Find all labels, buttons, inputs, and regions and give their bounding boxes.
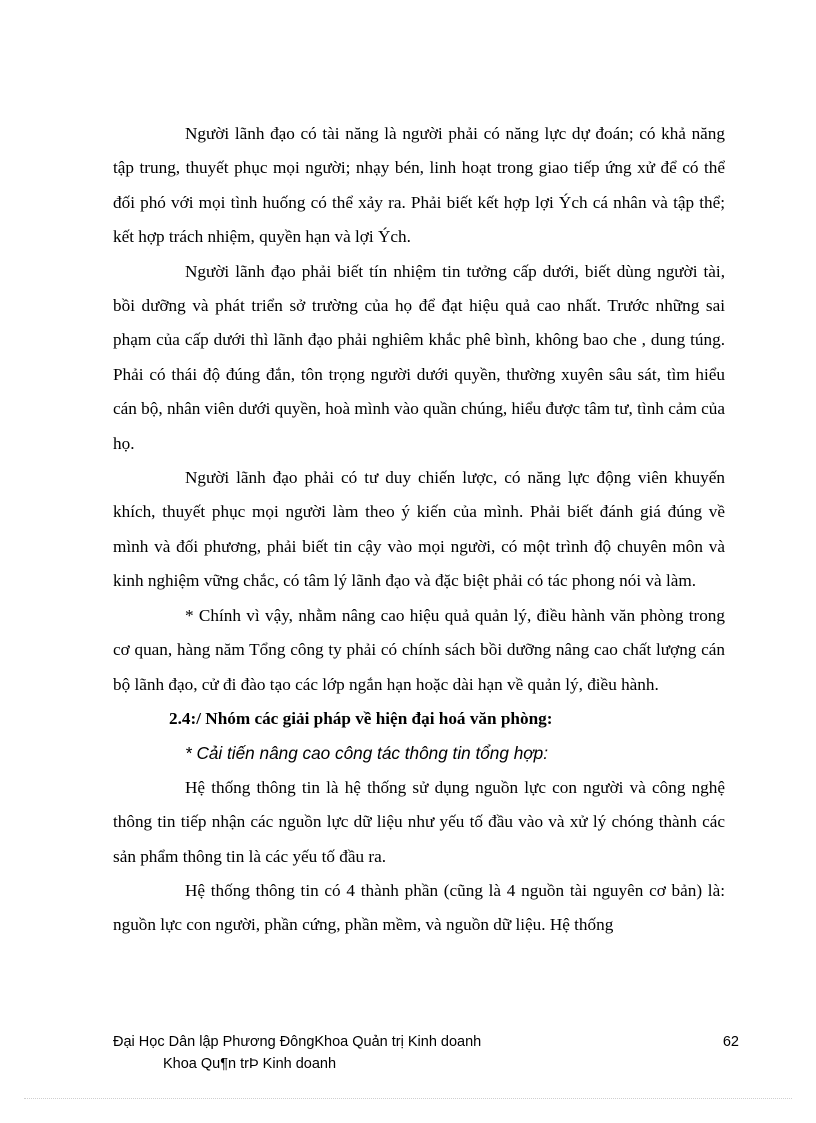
paragraph-info-system: Hệ thống thông tin là hệ thống sử dụng nguồn lực con người và công nghệ thông tin tiếp nhận các nguồn lực dữ liệu như yếu tố đầu vào và xử lý chóng thành các sản phẩm thông tin là các yếu tố đầu ra. bbox=[113, 777, 725, 866]
paragraph-leader-trust: Người lãnh đạo phải biết tín nhiệm tin tưởng cấp dưới, biết dùng người tài, bồi dưỡng và phát triển sở trường của họ để đạt hiệu quả cao nhất. Trước những sai phạm của cấp dưới thì lãnh đạo phải nghiêm khắc phê bình, không bao che , dung túng. Phải có thái độ đúng đắn, tôn trọng người dưới quyền, thường xuyên sâu sát, tìm hiểu cán bộ, nhân viên dưới quyền, hoà mình vào quần chúng, hiểu được tâm tư, tình cảm của họ. bbox=[113, 261, 725, 453]
section-subheading: * Cải tiến nâng cao công tác thông tin tổng hợp: bbox=[185, 743, 548, 764]
paragraph-leader-talent: Người lãnh đạo có tài năng là người phải có năng lực dự đoán; có khả năng tập trung, thuyết phục mọi người; nhạy bén, linh hoạt trong giao tiếp ứng xử để có thể đối phó với mọi tình huống có thể xảy ra. Phải biết kết hợp lợi Ých cá nhân và tập thể; kết hợp trách nhiệm, quyền hạn và lợi Ých. bbox=[113, 124, 725, 247]
page-bottom-rule bbox=[24, 1098, 792, 1099]
footer-institution: Đại Học Dân lập Phương ĐôngKhoa Quản trị Kinh doanh bbox=[113, 1034, 482, 1050]
section-heading: 2.4:/ Nhóm các giải pháp về hiện đại hoá văn phòng: bbox=[169, 708, 553, 728]
footer-department: Khoa Qu¶n trÞ Kinh doanh bbox=[163, 1056, 337, 1072]
page-body bbox=[113, 117, 725, 943]
page-footer bbox=[113, 1031, 739, 1075]
page-number: 62 bbox=[722, 1034, 739, 1050]
paragraph-leader-strategy: Người lãnh đạo phải có tư duy chiến lược, có năng lực động viên khuyến khích, thuyết phục mọi người làm theo ý kiến của mình. Phải biết đánh giá đúng về mình và đối phương, phải biết tin cậy vào mọi người, có một trình độ chuyên môn và kinh nghiệm vững chắc, có tâm lý lãnh đạo và đặc biệt phải có tác phong nói và làm. bbox=[113, 468, 725, 591]
paragraph-training-policy: * Chính vì vậy, nhằm nâng cao hiệu quả quản lý, điều hành văn phòng trong cơ quan, hàng năm Tổng công ty phải có chính sách bồi dưỡng nâng cao chất lượng cán bộ lãnh đạo, cử đi đào tạo các lớp ngắn hạn hoặc dài hạn về quản lý, điều hành. bbox=[113, 605, 725, 694]
paragraph-info-components: Hệ thống thông tin có 4 thành phần (cũng là 4 nguồn tài nguyên cơ bản) là: nguồn lực con người, phần cứng, phần mềm, và nguồn dữ liệu. Hệ thống bbox=[113, 880, 725, 935]
